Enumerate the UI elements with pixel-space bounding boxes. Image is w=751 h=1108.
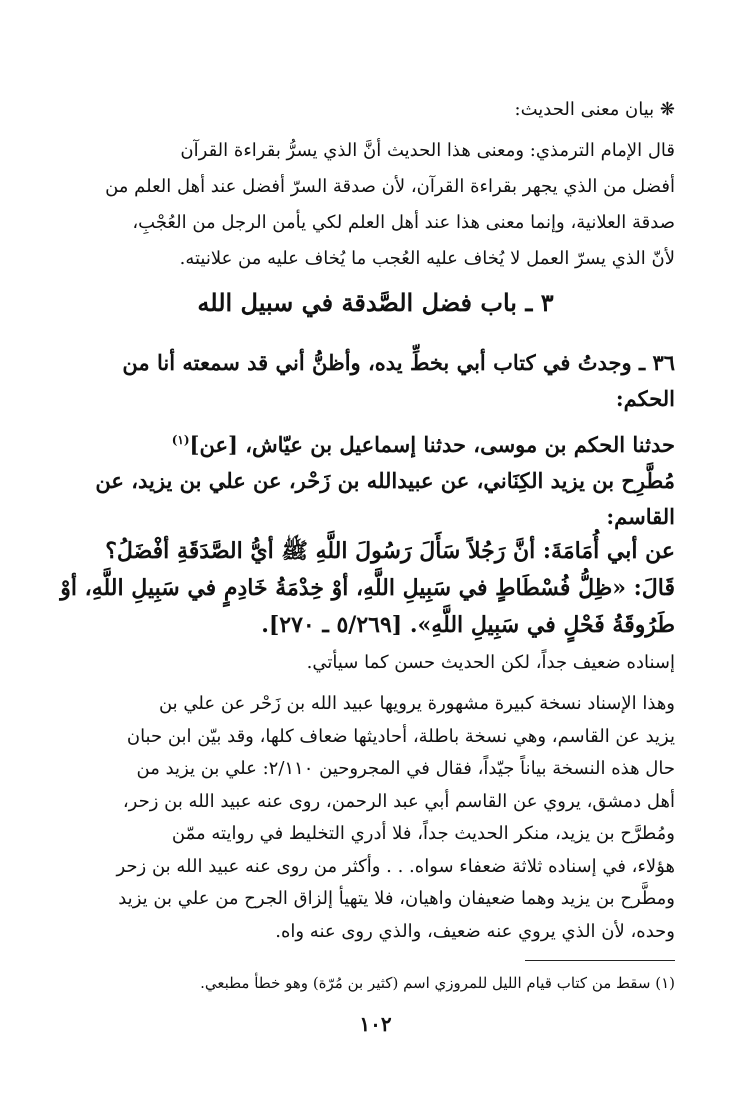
footnote-marker[interactable]: (١): [171, 433, 190, 447]
commentary-paragraph: [76, 688, 675, 948]
commentary-line: حال هذه النسخة بياناً جيّداً، فقال في المجروحين ٢/١١٠: علي بن يزيد من: [136, 758, 675, 779]
isnad-line: [76, 422, 675, 463]
matn-line: قَالَ: «ظِلُّ فُسْطَاطٍ في سَبِيلِ اللَّهِ، أوْ خِدْمَةُ خَادِمٍ في سَبِيلِ اللَّهِ، أوْ: [60, 575, 675, 601]
matn-line: طَرُوقَةُ فَحْلٍ في سَبِيلِ اللَّهِ». [٥/٢٦٩ ـ ٢٧٠].: [261, 612, 675, 638]
footnote: (١) سقط من كتاب قيام الليل للمروزي اسم (كثير بن مُرّة) وهو خطأ مطبعي.: [200, 974, 675, 992]
commentary-line: وحده، لأن الذي يروي عنه ضعيف، والذي روى عنه واه.: [275, 920, 675, 942]
hadith-text: [60, 533, 675, 644]
intro-line: صدقة العلانية، وإنما معنى هذا عند أهل العلم لكي يأمن الرجل من العُجْبِ،: [132, 212, 675, 233]
commentary-line: أهل دمشق، يروي عن القاسم أبي عبد الرحمن، روى عنه عبيد الله بن زحر،: [122, 790, 675, 812]
section-heading-text: ❋ بيان معنى الحديث:: [514, 99, 675, 120]
commentary-line: يزيد عن القاسم، وهي نسخة باطلة، أحاديثها ضعاف كلها، وقد بيّن ابن حبان: [126, 725, 675, 747]
section-heading: [76, 92, 675, 128]
commentary-line: ومُطرَّح بن يزيد، منكر الحديث جداً، فلا أدري التخليط في روايته ممّن: [171, 823, 675, 844]
commentary-line: وهذا الإسناد نسخة كبيرة مشهورة يرويها عبيد الله بن زَحْر عن علي بن: [158, 693, 675, 714]
commentary-line: ومطَّرح بن يزيد وهما ضعيفان واهيان، فلا يتهيأ إلزاق الجرح من علي بن يزيد: [118, 888, 675, 909]
page-number: ١٠٢: [359, 1012, 392, 1036]
matn-line: عن أبي أُمَامَةَ: أنَّ رَجُلاً سَأَلَ رَسُولَ اللَّهِ ﷺ أيُّ الصَّدَقَةِ أفْضَلُ؟: [105, 538, 675, 564]
isnad-line: مُطَّرِح بن يزيد الكِنَاني، عن عبيدالله بن زَحْر، عن علي بن يزيد، عن: [95, 468, 675, 493]
intro-line: لأنّ الذي يسرّ العمل لا يُخاف عليه العُجب ما يُخاف عليه من علانيته.: [179, 248, 675, 269]
hadith-intro: [76, 345, 675, 417]
intro-line: أفضل من الذي يجهر بقراءة القرآن، لأن صدقة السرّ أفضل عند أهل العلم من: [105, 176, 675, 197]
commentary-line: هؤلاء، في إسناده ثلاثة ضعفاء سواه. . . وأكثر من روى عنه عبيد الله بن زحر: [116, 855, 675, 877]
chapter-title: ٣ ـ باب فضل الصَّدقة في سبيل الله: [197, 288, 554, 317]
hadith-intro-line: الحكم:: [615, 386, 675, 411]
intro-line: قال الإمام الترمذي: ومعنى هذا الحديث أنَّ الذي يسرُّ بقراءة القرآن: [180, 140, 675, 161]
intro-paragraph: [76, 133, 675, 277]
grading-note: إسناده ضعيف جداً، لكن الحديث حسن كما سيأتي.: [306, 652, 675, 673]
isnad-line-text: حدثنا الحكم بن موسى، حدثنا إسماعيل بن عيّاش، [عن]: [189, 432, 675, 457]
footnote-divider: [525, 960, 675, 961]
isnad-line: القاسم:: [606, 504, 675, 529]
isnad-chain: [76, 422, 675, 535]
hadith-intro-line: ٣٦ ـ وجدتُ في كتاب أبي بخطِّ يده، وأظنُّ أني قد سمعته أنا من: [122, 350, 675, 375]
